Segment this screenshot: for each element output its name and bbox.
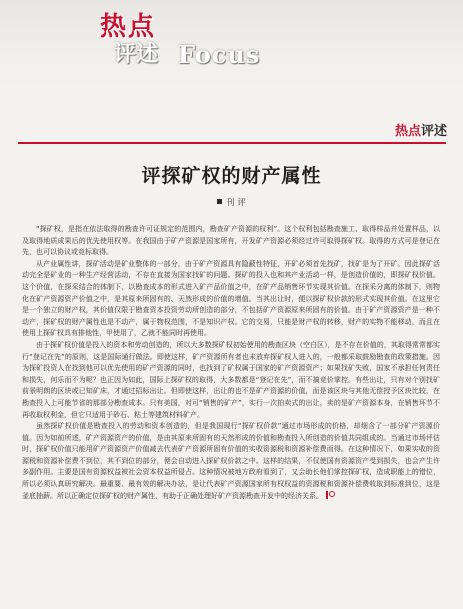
section-subtitle-en: Focus (178, 40, 261, 69)
header-band (0, 0, 463, 98)
byline (0, 197, 463, 209)
end-mark-icon (326, 491, 335, 499)
article-paragraph: 从产业属性讲，探矿活动是矿业整体的一部分，由于矿产资源具有隐蔽性特征，开矿必须首先找矿，找矿是为了开矿。因此探矿活动完全是矿业的一种生产经营活动，不存在直接为国家找矿的问题。探矿的投入也和其产业活动一样，是创造价值的，即探矿权价值。这个价值，在探采结合的体制下，以勘查成本的形式进入矿产品价值之中，在矿产品销售环节实现其价值。在探采分离的体制下，则物化在矿产资源资产价值之中，是其原来所固有的、天然形成的价值的增值。当其出让时，便以探矿权价款的形式实现其价值。在这里它是一个独立的财产权，其价值仅限于勘查资本投资劳动所创造的部分，不包括矿产资源原来所固有的价值。由于矿产资源资产是一种不动产，探矿权的财产属性也是不动产，属于物权范围，不是知识产权。它的交易，只能是财产权的转移，财产的实物不能移动，而且在使用上探矿权具有排他性，甲使用了，乙就不能同时再使用。 (22, 259, 440, 338)
article-paragraph-text: 虽然探矿权价值是勘查投入的劳动和资本创造的，但是我国现行“探矿权价款”通过市场形成的价格，却细含了一部分矿产资源价值。因为如前所述，矿产资源资产的价值，是由其原来所固有的天然形成的价值和勘查投入所创造的价值共同组成的。当通过市场评估时，探矿权价值只能用矿产资源资产价值减去代表矿产资源所固有价值的实收资源税和资源补偿费而得。在这种情况下，如果实收的资源税和资源补偿费不到位，其不到位的部分，便会自动进入探矿权价款之中。这样的结果，不仅使国有资源资产受到损失，也会产生许多副作用。主要是国有资源权益被社会资本权益所侵占。这种情况被地方政府看到了，又会助长他们掌控探矿权，造成职能上的错位，所以必须认真研究解决。最重要、最有效的解决办法，是让代表矿产资源国家所有权权益的资源税和资源补偿费收取到标准到位，这是釜底抽薪。所以正确定位探矿权的财产属性，有助于正确处理好矿产资源勘查开发中的经济关系。 (22, 422, 440, 500)
article-paragraph: 由于探矿权价值是投入的资本和劳动创造的，所以大多数探矿权初始使用的勘查区块（空白区），是不存在价值的，其取得常常都实行“登记在先”的原则，这是国际通行做法。即使这样，矿产资源所有者也未放弃探矿权人进入的，一般都采取鼓励勘查的政策措施。因为探矿投资人在找到他可以优先使用的矿产资源的同时，也找到了矿权属于国家的矿产资源资产；如果找矿失败，国家不承担任何责任和损失，何乐而不为呢？也正因为如此，国际上探矿权的取得，大多数都是“登记在先”，而不搞竞价掌控。有些出让，只有对个别找矿前景明朗的区块或已知矿床，才通过招标出让。但即使这样，出让的也不是矿产资源的价值，而是该区块与其他无偿授予区块比较，在勘查投入上可能节省的那部分勘查成本。只有美国，对可“销售的矿产”，实行一次拍卖式的出让，卖的是矿产资源本身，在销售环节不再收取权利金，但它只适用于砂石、粘土等建筑材料矿产。 (22, 340, 440, 419)
section-divider (18, 142, 446, 144)
article-paragraph (22, 421, 440, 502)
section-tag-part2: 评述 (420, 124, 447, 139)
section-tag-part1: 热点 (394, 124, 421, 139)
article-title: 评探矿权的财产属性 (141, 165, 322, 187)
article-paragraph: “探矿权，是指在依法取得的勘查许可证规定的范围内，勘查矿产资源的权利”。这个权利包括勘查施工、取得样品并处置样品，以及取得地质成果后的优先使用权等。在我国由于矿产资源是国家所有，开发矿产资源必须经过许可取得探矿权。取得的方式可是登记在先，也可以协议或竞标取得。 (22, 225, 440, 257)
byline-author: 刊 评 (226, 198, 246, 208)
section-subtitle-cn: 评述 (114, 42, 159, 67)
byline-square-icon (217, 199, 222, 204)
section-tag (395, 124, 447, 140)
article-body (22, 224, 440, 502)
section-kicker: 热点 (100, 12, 157, 42)
